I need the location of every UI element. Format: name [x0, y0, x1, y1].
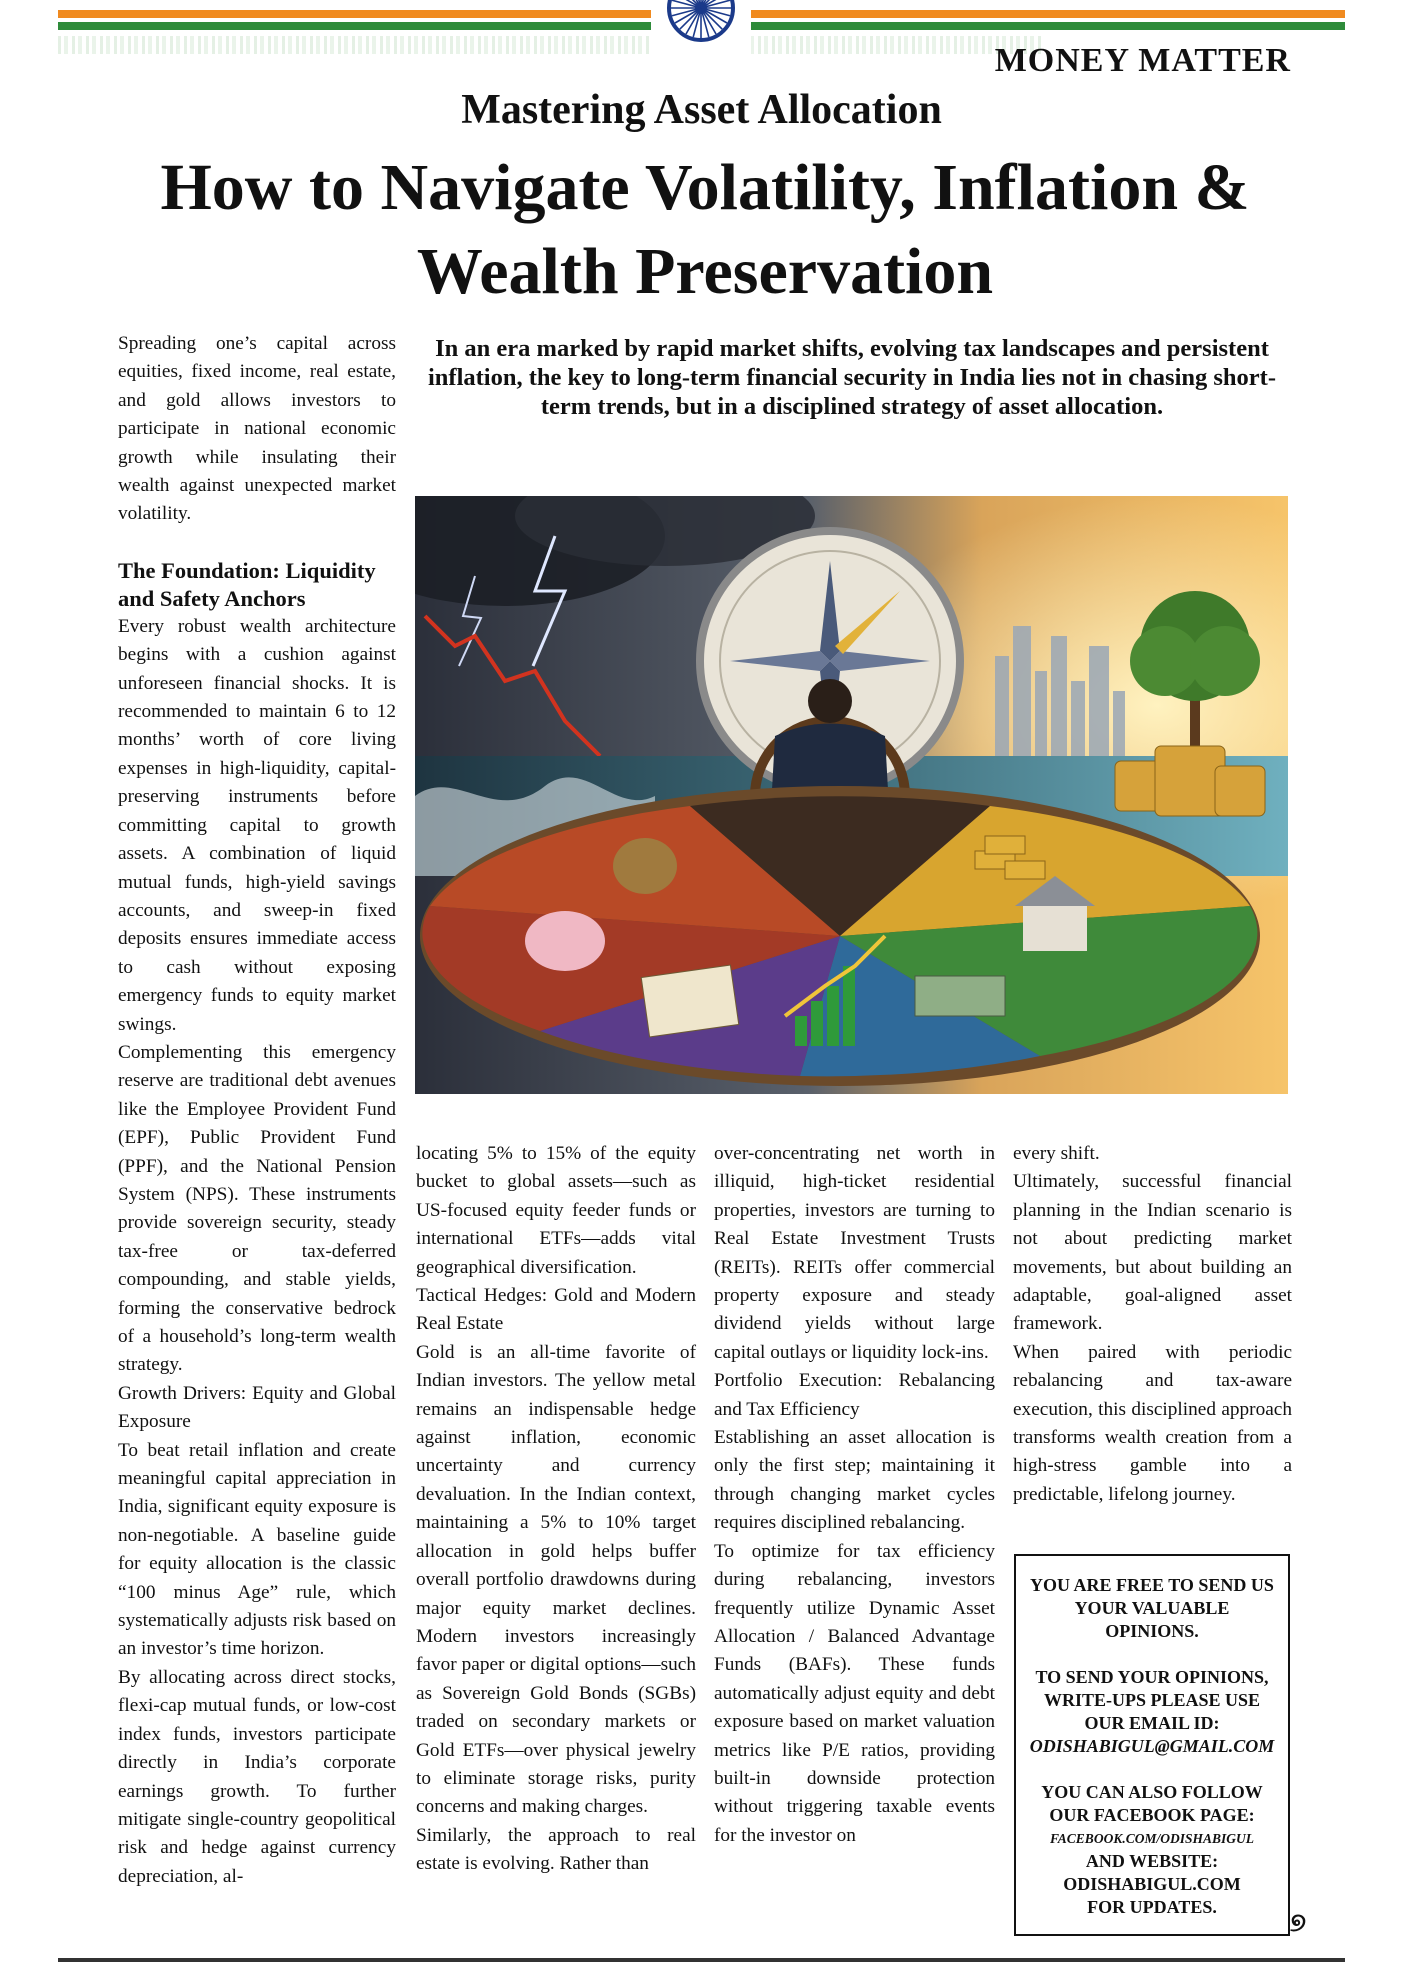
text-column-1	[118, 330, 396, 1891]
text-column-4	[1013, 1140, 1292, 1509]
footer-rule	[58, 1958, 1345, 1962]
contact-invite: YOU ARE FREE TO SEND US YOUR VALUABLE OPINIONS.	[1030, 1575, 1274, 1641]
subheading-growth-drivers: Growth Drivers: Equity and Global Exposure	[118, 1382, 396, 1433]
contact-closing: FOR UPDATES.	[1087, 1897, 1217, 1917]
paragraph: By allocating across direct stocks, flexi-cap mutual funds, or low-cost index funds, investors participate directly in India’s corporate earnings growth. To further mitigate single-country geopolitical risk and hedge against currency depreciation, al-	[118, 1666, 396, 1887]
contact-email-link[interactable]: ODISHABIGUL@GMAIL.COM	[1029, 1736, 1275, 1756]
paragraph: When paired with periodic rebalancing and tax-aware execution, this disciplined approach transforms wealth creation from a high-stress gamble into a predictable, lifelong journey.	[1013, 1341, 1292, 1505]
contact-social-block	[1026, 1781, 1278, 1919]
paragraph: To beat retail inflation and create meaningful capital appreciation in India, significant equity exposure is non-negotiable. A baseline guide for equity allocation is the classic “100 minus Age” rule, which systematically adjusts risk based on an investor’s time horizon.	[118, 1439, 396, 1660]
headline-line-2: Wealth Preservation	[416, 235, 994, 308]
subheading-portfolio-execution: Portfolio Execution: Rebalancing and Tax Efficiency	[714, 1370, 995, 1420]
contact-website-intro: AND WEBSITE:	[1085, 1851, 1219, 1871]
decorative-pattern-strip	[58, 36, 1043, 54]
paragraph: To optimize for tax efficiency during rebalancing, investors frequently utilize Dynamic Asset Allocation / Balanced Advantage Funds (BAFs). These funds automatically adjust equity and debt exposure based on market valuation metrics like P/E ratios, providing built-in downside protection without triggering taxable events for the investor on	[714, 1540, 995, 1846]
hero-illustration	[415, 496, 1288, 1094]
article-standfirst: In an era marked by rapid market shifts, evolving tax landscapes and persistent inflation, the key to long-term financial security in India lies not in chasing short-term trends, but in a disciplined strategy of asset allocation.	[427, 335, 1276, 420]
paragraph: Every robust wealth architecture begins with a cushion against unforeseen financial shocks. It is recommended to maintain 6 to 12 months’ worth of core living expenses in high-liquidity, capital-preserving instruments before committing capital to growth assets. A combination of liquid mutual funds, high-yield savings accounts, and sweep-in fixed deposits ensures immediate access to cash without exposing emergency funds to equity market swings.	[118, 615, 396, 1035]
paragraph: Complementing this emergency reserve are traditional debt avenues like the Employee Provident Fund (EPF), Public Provident Fund (PPF), and the National Pension System (NPS). These instruments provide sovereign security, steady tax-free or tax-deferred compounding, and stable yields, forming the conservative bedrock of a household’s long-term wealth strategy.	[118, 1041, 396, 1376]
headline-line-1: How to Navigate Volatility, Inflation &	[160, 151, 1250, 224]
paragraph: over-concentrating net worth in illiquid, high-ticket residential properties, investors are turning to Real Estate Investment Trusts (REITs). REITs offer commercial property exposure and steady dividend yields without large capital outlays or liquidity lock-ins.	[714, 1143, 995, 1363]
page-number: ୭	[1290, 1908, 1306, 1938]
contact-email-block	[1026, 1666, 1278, 1758]
contact-facebook-intro: YOU CAN ALSO FOLLOW OUR FACEBOOK PAGE:	[1041, 1782, 1263, 1825]
contact-box	[1014, 1554, 1290, 1936]
article-kicker: Mastering Asset Allocation	[461, 87, 942, 133]
contact-website-link[interactable]: ODISHABIGUL.COM	[1063, 1874, 1241, 1894]
subheading-foundation: The Foundation: Liquidity and Safety Anchors	[118, 557, 376, 611]
paragraph: Establishing an asset allocation is only the first step; maintaining it through changing market cycles requires disciplined rebalancing.	[714, 1427, 995, 1534]
ashoka-chakra-icon	[663, 0, 739, 56]
contact-email-intro: TO SEND YOUR OPINIONS, WRITE-UPS PLEASE USE OUR EMAIL ID:	[1035, 1667, 1269, 1733]
paragraph: locating 5% to 15% of the equity bucket to global assets—such as US-focused equity feeder funds or international ETFs—adds vital geographical diversification.	[416, 1143, 696, 1278]
paragraph: Similarly, the approach to real estate is evolving. Rather than	[416, 1824, 696, 1875]
paragraph: every shift.	[1013, 1143, 1100, 1164]
article-headline	[90, 146, 1320, 314]
paragraph: Ultimately, successful financial planning in the Indian scenario is not about predicting market movements, but about building an adaptable, goal-aligned asset framework.	[1013, 1171, 1292, 1335]
text-column-2	[416, 1140, 696, 1879]
subheading-tactical-hedges: Tactical Hedges: Gold and Modern Real Estate	[416, 1285, 696, 1335]
paragraph: Spreading one’s capital across equities, fixed income, real estate, and gold allows investors to participate in national economic growth while insulating their wealth against unexpected market volatility.	[118, 333, 396, 525]
contact-facebook-link[interactable]: FACEBOOK.COM/ODISHABIGUL	[1050, 1831, 1254, 1846]
text-column-3	[714, 1140, 995, 1850]
section-label: MONEY MATTER	[994, 42, 1291, 79]
paragraph: Gold is an all-time favorite of Indian investors. The yellow metal remains an indispensable hedge against inflation, economic uncertainty and currency devaluation. In the Indian context, maintaining a 5% to 10% target allocation in gold helps buffer overall portfolio drawdowns during major equity market declines. Modern investors increasingly favor paper or digital options—such as Sovereign Gold Bonds (SGBs) traded on secondary markets or Gold ETFs—over physical jewelry to eliminate storage risks, purity concerns and making charges.	[416, 1341, 696, 1818]
